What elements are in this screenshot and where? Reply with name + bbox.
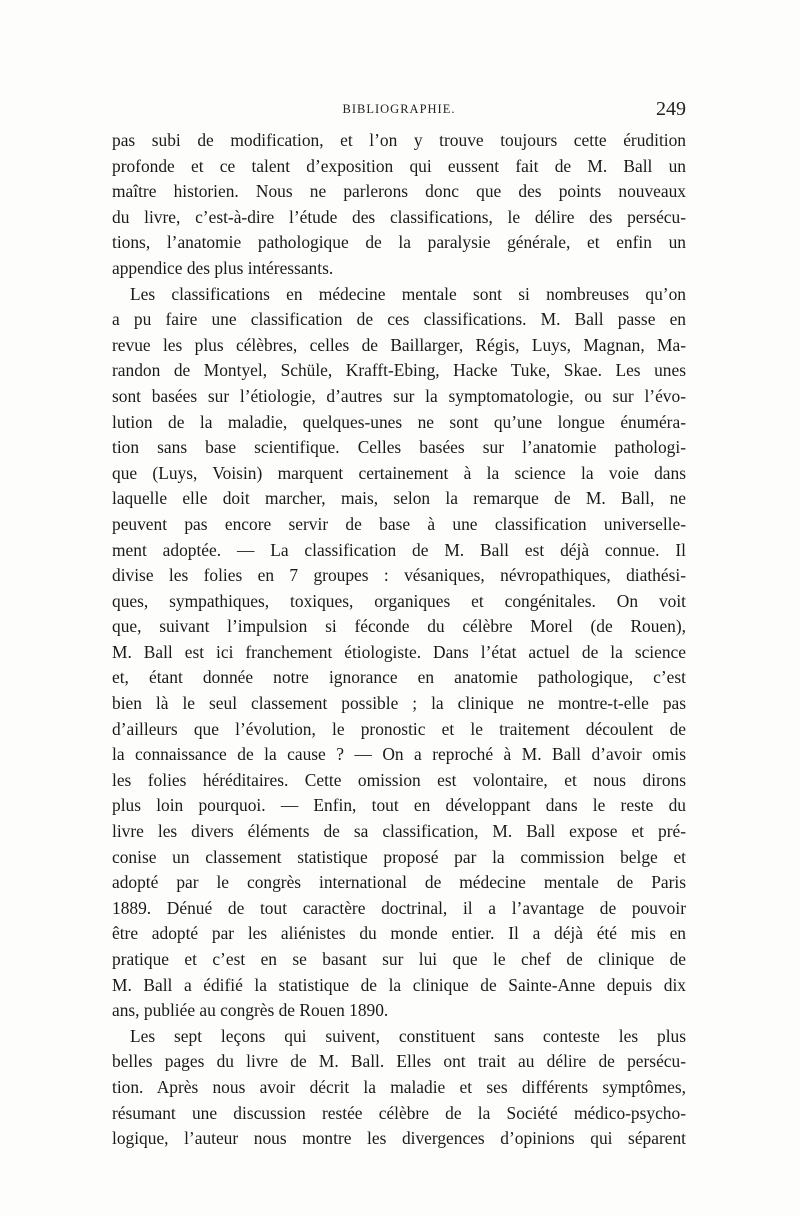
text-line: être adopté par les aliénistes du monde entier. Il a déjà été mis en <box>112 923 686 944</box>
text-line: et, étant donnée notre ignorance en anatomie pathologique, c’est <box>112 667 686 688</box>
text-line: lution de la maladie, quelques-unes ne sont qu’une longue énuméra- <box>112 411 686 432</box>
text-line: la connaissance de la cause ? — On a reproché à M. Ball d’avoir omis <box>112 744 686 765</box>
paragraph-2 <box>112 282 686 1024</box>
text-line: livre les divers éléments de sa classification, M. Ball expose et pré- <box>112 821 686 842</box>
text-line: peuvent pas encore servir de base à une classification universelle- <box>112 513 686 534</box>
text-line: conise un classement statistique proposé par la commission belge et <box>112 846 686 867</box>
text-line: sont basées sur l’étiologie, d’autres sur la symptomatologie, ou sur l’évo- <box>112 385 686 406</box>
text-line: M. Ball est ici franchement étiologiste. Dans l’état actuel de la science <box>112 641 686 662</box>
text-line: divise les folies en 7 groupes : vésaniques, névropathiques, diathési- <box>112 565 686 586</box>
text-line: les folies héréditaires. Cette omission est volontaire, et nous dirons <box>112 769 686 790</box>
text-line: que (Luys, Voisin) marquent certainement à la science la voie dans <box>112 462 686 483</box>
text-line: M. Ball a édifié la statistique de la clinique de Sainte-Anne depuis dix <box>112 974 686 995</box>
text-line: logique, l’auteur nous montre les divergences d’opinions qui séparent <box>112 1128 686 1149</box>
text-line: du livre, c’est-à-dire l’étude des classifications, le délire des persécu- <box>112 206 686 227</box>
paragraph-1 <box>112 128 686 282</box>
text-line: pas subi de modification, et l’on y trouve toujours cette érudition <box>112 130 686 150</box>
text-line: revue les plus célèbres, celles de Baillarger, Régis, Luys, Magnan, Ma- <box>112 334 686 355</box>
text-line: tion sans base scientifique. Celles basées sur l’anatomie pathologi- <box>112 437 686 458</box>
text-line: 1889. Dénué de tout caractère doctrinal, il a l’avantage de pouvoir <box>112 897 686 918</box>
text-line: profonde et ce talent d’exposition qui eussent fait de M. Ball un <box>112 155 686 176</box>
text-line: plus loin pourquoi. — Enfin, tout en développant dans le reste du <box>112 795 686 816</box>
text-line: tions, l’anatomie pathologique de la paralysie générale, et enfin un <box>112 232 686 253</box>
text-line: d’ailleurs que l’évolution, le pronostic et le traitement découlent de <box>112 718 686 739</box>
text-line: bien là le seul classement possible ; la clinique ne montre-t-elle pas <box>112 693 686 714</box>
text-line: belles pages du livre de M. Ball. Elles ont trait au délire de persécu- <box>112 1051 686 1072</box>
text-line: appendice des plus intéressants. <box>112 257 334 278</box>
text-line: ans, publiée au congrès de Rouen 1890. <box>112 1000 389 1021</box>
text-line: randon de Montyel, Schüle, Krafft-Ebing, Hacke Tuke, Skae. Les unes <box>112 360 686 381</box>
running-title: BIBLIOGRAPHIE. <box>342 102 456 116</box>
text-line: laquelle elle doit marcher, mais, selon la remarque de M. Ball, ne <box>112 488 686 509</box>
paragraph-3 <box>112 1024 686 1152</box>
text-line: résumant une discussion restée célèbre de la Société médico-psycho- <box>112 1102 686 1123</box>
text-line: Les classifications en médecine mentale sont si nombreuses qu’on <box>130 283 686 304</box>
text-line: adopté par le congrès international de médecine mentale de Paris <box>112 872 686 893</box>
text-line: maître historien. Nous ne parlerons donc que des points nouveaux <box>112 181 686 202</box>
running-head <box>112 98 686 126</box>
text-line: pratique et c’est en se basant sur lui que le chef de clinique de <box>112 949 686 969</box>
text-line: a pu faire une classification de ces classifications. M. Ball passe en <box>112 309 686 330</box>
text-line: ques, sympathiques, toxiques, organiques et congénitales. On voit <box>112 590 686 611</box>
body-text <box>112 128 686 1152</box>
page-number: 249 <box>656 98 686 120</box>
text-line: ment adoptée. — La classification de M. Ball est déjà connue. Il <box>112 539 686 560</box>
text-line: que, suivant l’impulsion si féconde du célèbre Morel (de Rouen), <box>112 616 686 637</box>
text-line: Les sept leçons qui suivent, constituent sans conteste les plus <box>130 1025 686 1046</box>
text-line: tion. Après nous avoir décrit la maladie et ses différents symptômes, <box>112 1076 686 1097</box>
